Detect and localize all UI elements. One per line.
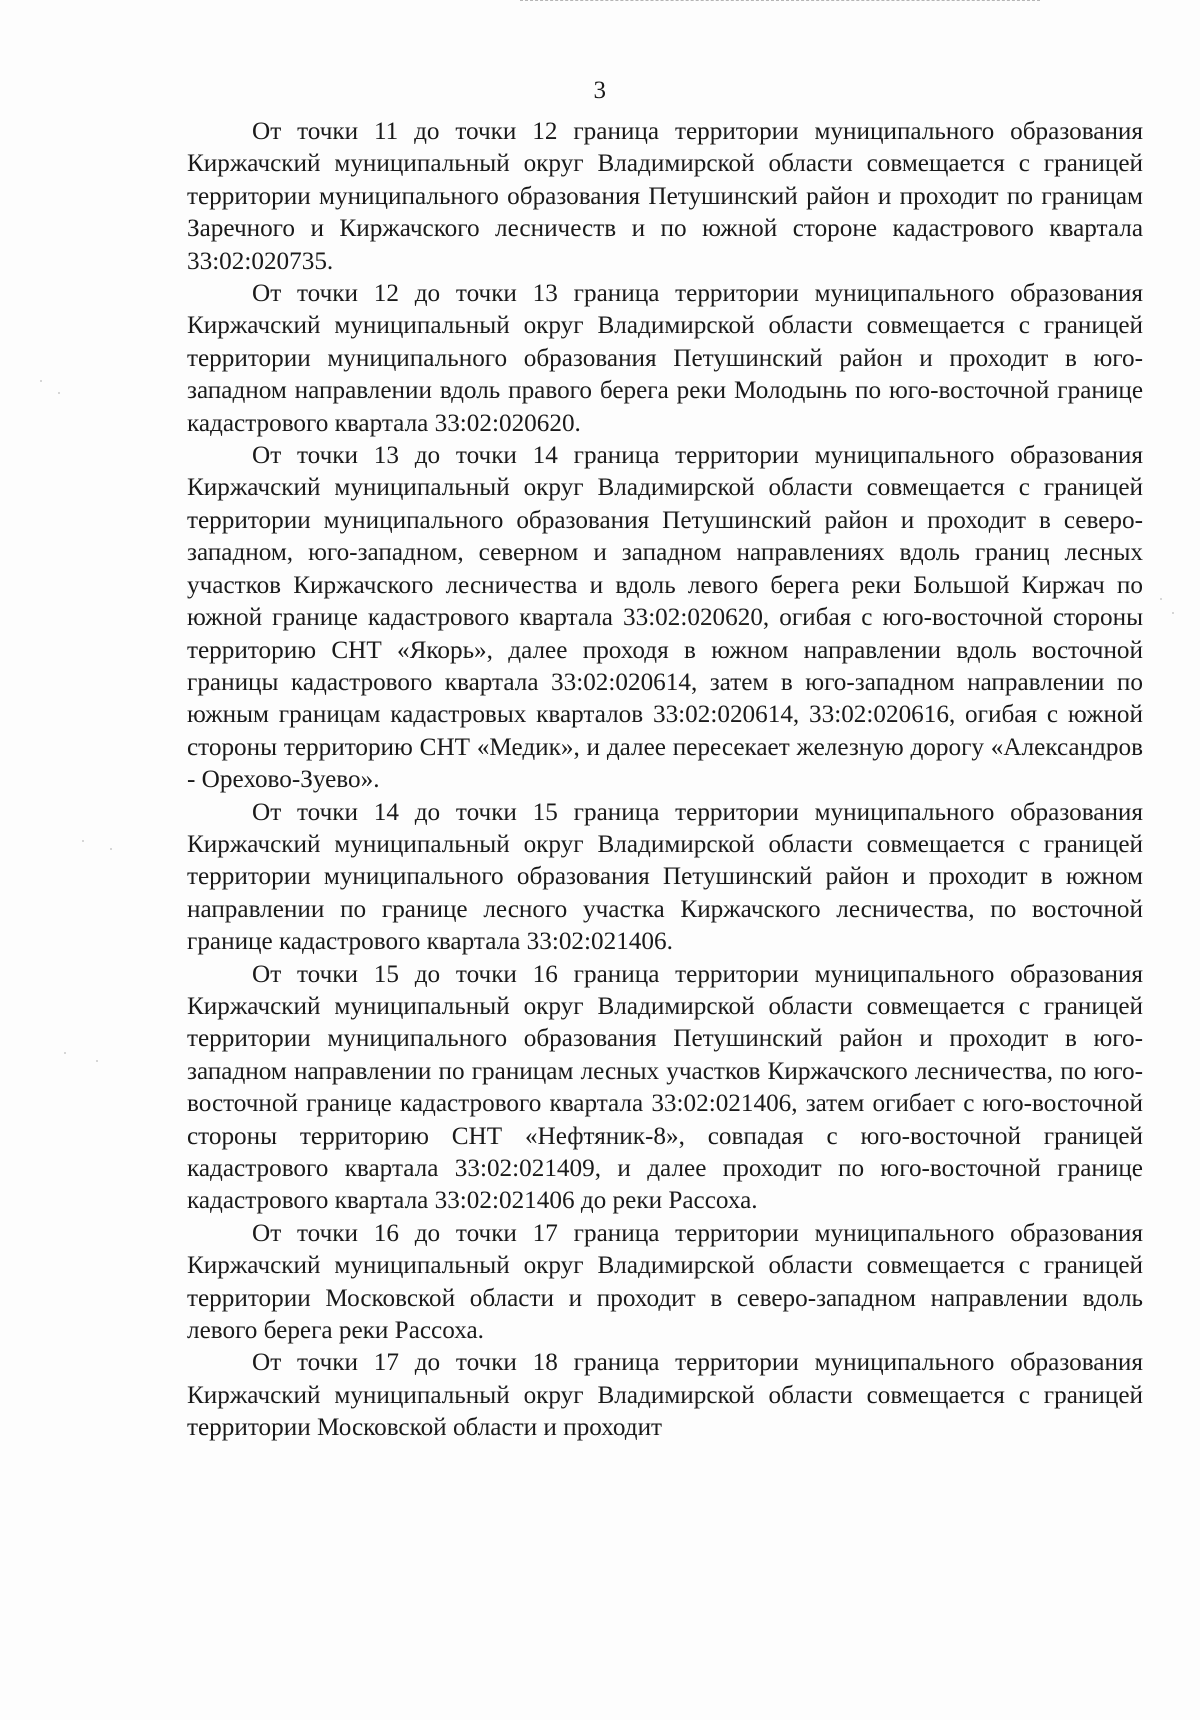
paragraph-points-17-18: От точки 17 до точки 18 граница территории муниципального образования Киржачский муниципальный округ Владимирской области совмещается с границей территории Московской области и проходит xyxy=(187,1349,1143,1442)
scan-speck xyxy=(82,840,84,842)
page-number: 3 xyxy=(593,77,607,104)
scan-speck xyxy=(1160,598,1162,600)
scan-speck xyxy=(110,848,112,850)
paragraph-points-13-14: От точки 13 до точки 14 граница территории муниципального образования Киржачский муниципальный округ Владимирской области совмещается с границей территории муниципального образования Петушинский район и проходит в северо-западном, юго-западном, северном и западном направлениях вдоль границ лесных участков Киржачского лесничества и вдоль левого берега реки Большой Киржач по южной границе кадастрового квартала 33:02:020620, огибая с юго-восточной стороны территорию СНТ «Якорь», далее проходя в южном направлении вдоль восточной границы кадастрового квартала 33:02:020614, затем в юго-западном направлении по южным границам кадастровых кварталов 33:02:020614, 33:02:020616, огибая с южной стороны территорию СНТ «Медик», и далее пересекает железную дорогу «Александров - Орехово-Зуево». xyxy=(187,442,1143,794)
paragraph-points-14-15: От точки 14 до точки 15 граница территории муниципального образования Киржачский муниципальный округ Владимирской области совмещается с границей территории муниципального образования Петушинский район и проходит в южном направлении по границе лесного участка Киржачского лесничества, по восточной границе кадастрового квартала 33:02:021406. xyxy=(187,798,1143,956)
paragraph-points-16-17: От точки 16 до точки 17 граница территории муниципального образования Киржачский муниципальный округ Владимирской области совмещается с границей территории Московской области и проходит в северо-западном направлении вдоль левого берега реки Рассоха. xyxy=(187,1219,1143,1345)
scan-speck xyxy=(1172,612,1174,614)
scan-speck xyxy=(40,380,42,382)
scan-speck xyxy=(96,1060,98,1062)
scan-speck xyxy=(64,1052,66,1054)
top-edge-rule xyxy=(520,0,1040,1)
paragraph-points-11-12: От точки 11 до точки 12 граница территории муниципального образования Киржачский муниципальный округ Владимирской области совмещается с границей территории муниципального образования Петушинский район и проходит по границам Заречного и Киржачского лесничеств и по южной стороне кадастрового квартала 33:02:020735. xyxy=(187,118,1143,275)
document-body xyxy=(187,116,1143,1445)
paragraph-points-12-13: От точки 12 до точки 13 граница территории муниципального образования Киржачский муниципальный округ Владимирской области совмещается с границей территории муниципального образования Петушинский район и проходит в юго-западном направлении вдоль правого берега реки Молодынь по юго-восточной границе кадастрового квартала 33:02:020620. xyxy=(187,280,1143,437)
paragraph-points-15-16: От точки 15 до точки 16 граница территории муниципального образования Киржачский муниципальный округ Владимирской области совмещается с границей территории муниципального образования Петушинский район и проходит в юго-западном направлении по границам лесных участков Киржачского лесничества, по юго-восточной границе кадастрового квартала 33:02:021406, затем огибает с юго-восточной стороны территорию СНТ «Нефтяник-8», совпадая с юго-восточной границей кадастрового квартала 33:02:021409, и далее проходит по юго-восточной границе кадастрового квартала 33:02:021406 до реки Рассоха. xyxy=(187,960,1143,1215)
scan-speck xyxy=(58,392,60,394)
